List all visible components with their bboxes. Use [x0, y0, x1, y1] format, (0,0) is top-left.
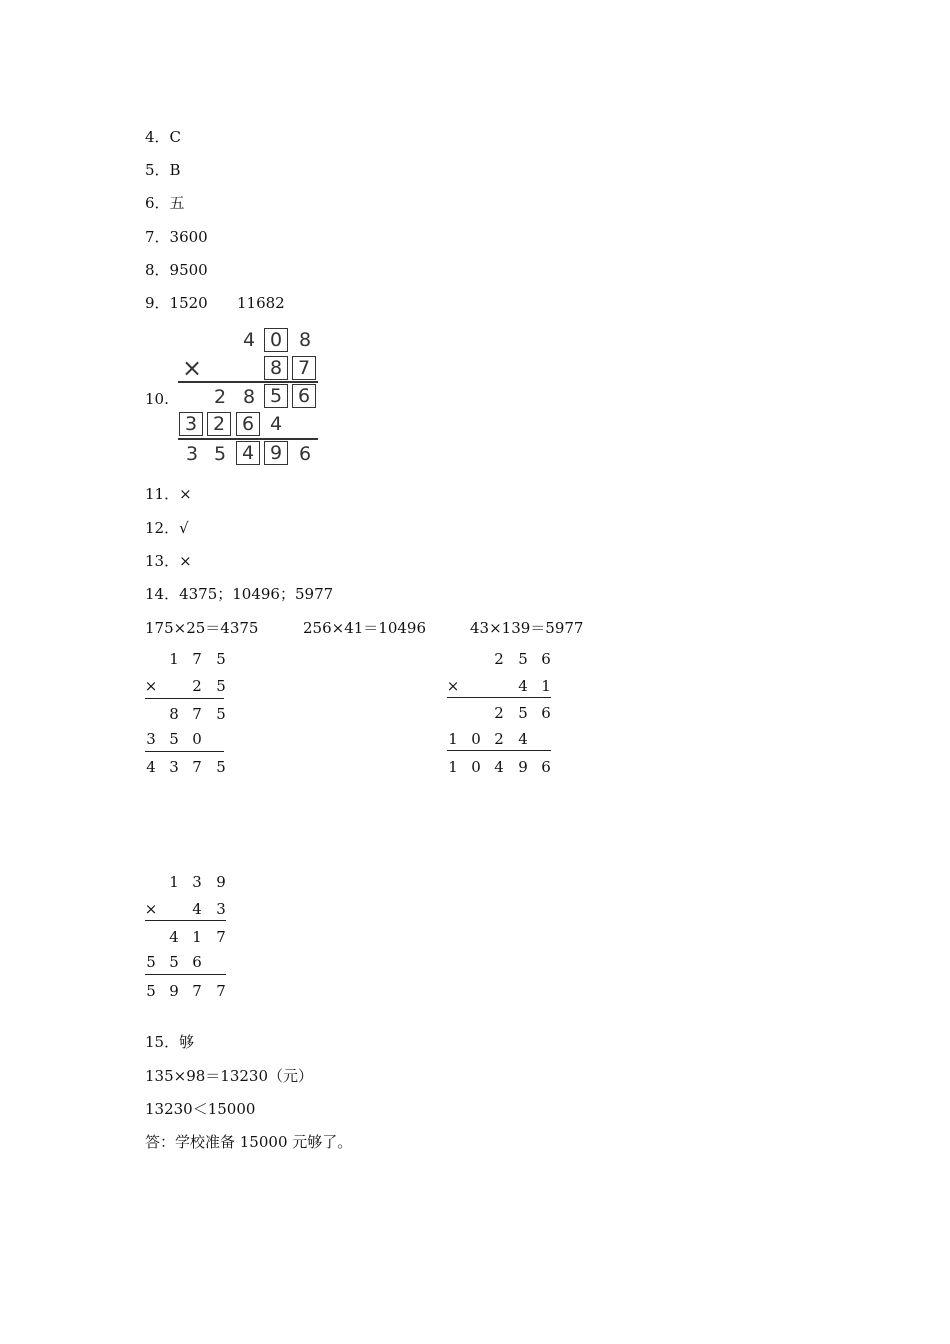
calc-digit: 4 [518, 730, 528, 748]
answer-12: 12．√ [145, 519, 189, 537]
calc-rule [145, 974, 226, 975]
calc-digit: 4 [146, 758, 156, 776]
puzzle-digit: 2 [213, 386, 227, 408]
calc-digit: 3 [169, 758, 179, 776]
calc-digit: 6 [541, 704, 551, 722]
calc-rule [145, 920, 226, 921]
answer-15: 15．够 [145, 1033, 195, 1051]
calc-digit: 7 [216, 928, 226, 946]
puzzle-digit: 8 [298, 329, 312, 351]
puzzle-box: 0 [264, 328, 288, 352]
calc-digit: 0 [471, 730, 481, 748]
calc-digit: 7 [192, 982, 202, 1000]
puzzle-box: 3 [179, 412, 203, 436]
calc-digit: 1 [192, 928, 202, 946]
calc-digit: 7 [192, 650, 202, 668]
calc-digit: 5 [216, 758, 226, 776]
answer-10-label: 10. [145, 390, 169, 408]
calc-digit: 7 [192, 758, 202, 776]
puzzle-digit: 8 [242, 386, 256, 408]
answer-15-compare: 13230＜15000 [145, 1100, 256, 1118]
calc-digit: 5 [146, 982, 156, 1000]
puzzle-digit: 4 [269, 413, 283, 435]
puzzle-box: 5 [264, 384, 288, 408]
calc-digit: 4 [169, 928, 179, 946]
calc-digit: 2 [494, 730, 504, 748]
calc-digit: 6 [192, 953, 202, 971]
calc-digit: 9 [518, 758, 528, 776]
calc-digit: 3 [192, 873, 202, 891]
times-icon: × [446, 677, 460, 695]
puzzle-box: 6 [292, 384, 316, 408]
calc-digit: 2 [192, 677, 202, 695]
answer-15-calc: 135×98＝13230（元） [145, 1067, 314, 1085]
puzzle-rule [178, 438, 318, 440]
calc-digit: 5 [518, 704, 528, 722]
calc-rule [145, 698, 224, 699]
equation-3: 43×139＝5977 [470, 619, 584, 637]
calc-digit: 5 [216, 650, 226, 668]
puzzle-digit: 6 [298, 443, 312, 465]
calc-digit: 1 [448, 758, 458, 776]
calc-digit: 4 [192, 900, 202, 918]
puzzle-box: 9 [264, 441, 288, 465]
times-icon: × [181, 354, 203, 382]
calc-rule [145, 751, 224, 752]
puzzle-box: 2 [207, 412, 231, 436]
calc-digit: 3 [216, 900, 226, 918]
answer-8: 8．9500 [145, 261, 208, 279]
puzzle-box: 4 [236, 441, 260, 465]
times-icon: × [144, 677, 158, 695]
calc-digit: 5 [216, 705, 226, 723]
calc-digit: 0 [471, 758, 481, 776]
puzzle-rule [178, 381, 318, 383]
calc-digit: 8 [169, 705, 179, 723]
times-icon: × [144, 900, 158, 918]
puzzle-box: 8 [264, 356, 288, 380]
calc-rule [447, 697, 551, 698]
calc-digit: 6 [541, 650, 551, 668]
puzzle-digit: 3 [185, 443, 199, 465]
calc-digit: 5 [518, 650, 528, 668]
calc-digit: 9 [216, 873, 226, 891]
answer-11: 11．× [145, 485, 192, 503]
calc-digit: 5 [146, 953, 156, 971]
calc-digit: 0 [192, 730, 202, 748]
calc-digit: 5 [216, 677, 226, 695]
calc-digit: 1 [169, 650, 179, 668]
calc-digit: 1 [541, 677, 551, 695]
calc-digit: 9 [169, 982, 179, 1000]
calc-digit: 1 [448, 730, 458, 748]
puzzle-box: 6 [236, 412, 260, 436]
answer-6: 6．五 [145, 194, 185, 212]
calc-digit: 5 [169, 953, 179, 971]
calc-digit: 1 [169, 873, 179, 891]
answer-9-second: 11682 [237, 294, 285, 312]
answer-15-conclusion: 答：学校准备 15000 元够了。 [145, 1133, 353, 1151]
puzzle-box: 7 [292, 356, 316, 380]
calc-digit: 7 [192, 705, 202, 723]
calc-digit: 4 [494, 758, 504, 776]
calc-digit: 2 [494, 650, 504, 668]
calc-digit: 2 [494, 704, 504, 722]
calc-digit: 7 [216, 982, 226, 1000]
equation-2: 256×41＝10496 [303, 619, 427, 637]
answer-13: 13．× [145, 552, 192, 570]
answer-5: 5．B [145, 161, 181, 179]
calc-rule [447, 750, 551, 751]
answer-7: 7．3600 [145, 228, 208, 246]
calc-digit: 5 [169, 730, 179, 748]
answer-14: 14．4375；10496；5977 [145, 585, 334, 603]
puzzle-digit: 4 [242, 329, 256, 351]
calc-digit: 6 [541, 758, 551, 776]
equation-1: 175×25＝4375 [145, 619, 259, 637]
answer-4: 4．C [145, 128, 182, 146]
answer-9: 9．1520 [145, 294, 208, 312]
puzzle-digit: 5 [213, 443, 227, 465]
calc-digit: 3 [146, 730, 156, 748]
calc-digit: 4 [518, 677, 528, 695]
